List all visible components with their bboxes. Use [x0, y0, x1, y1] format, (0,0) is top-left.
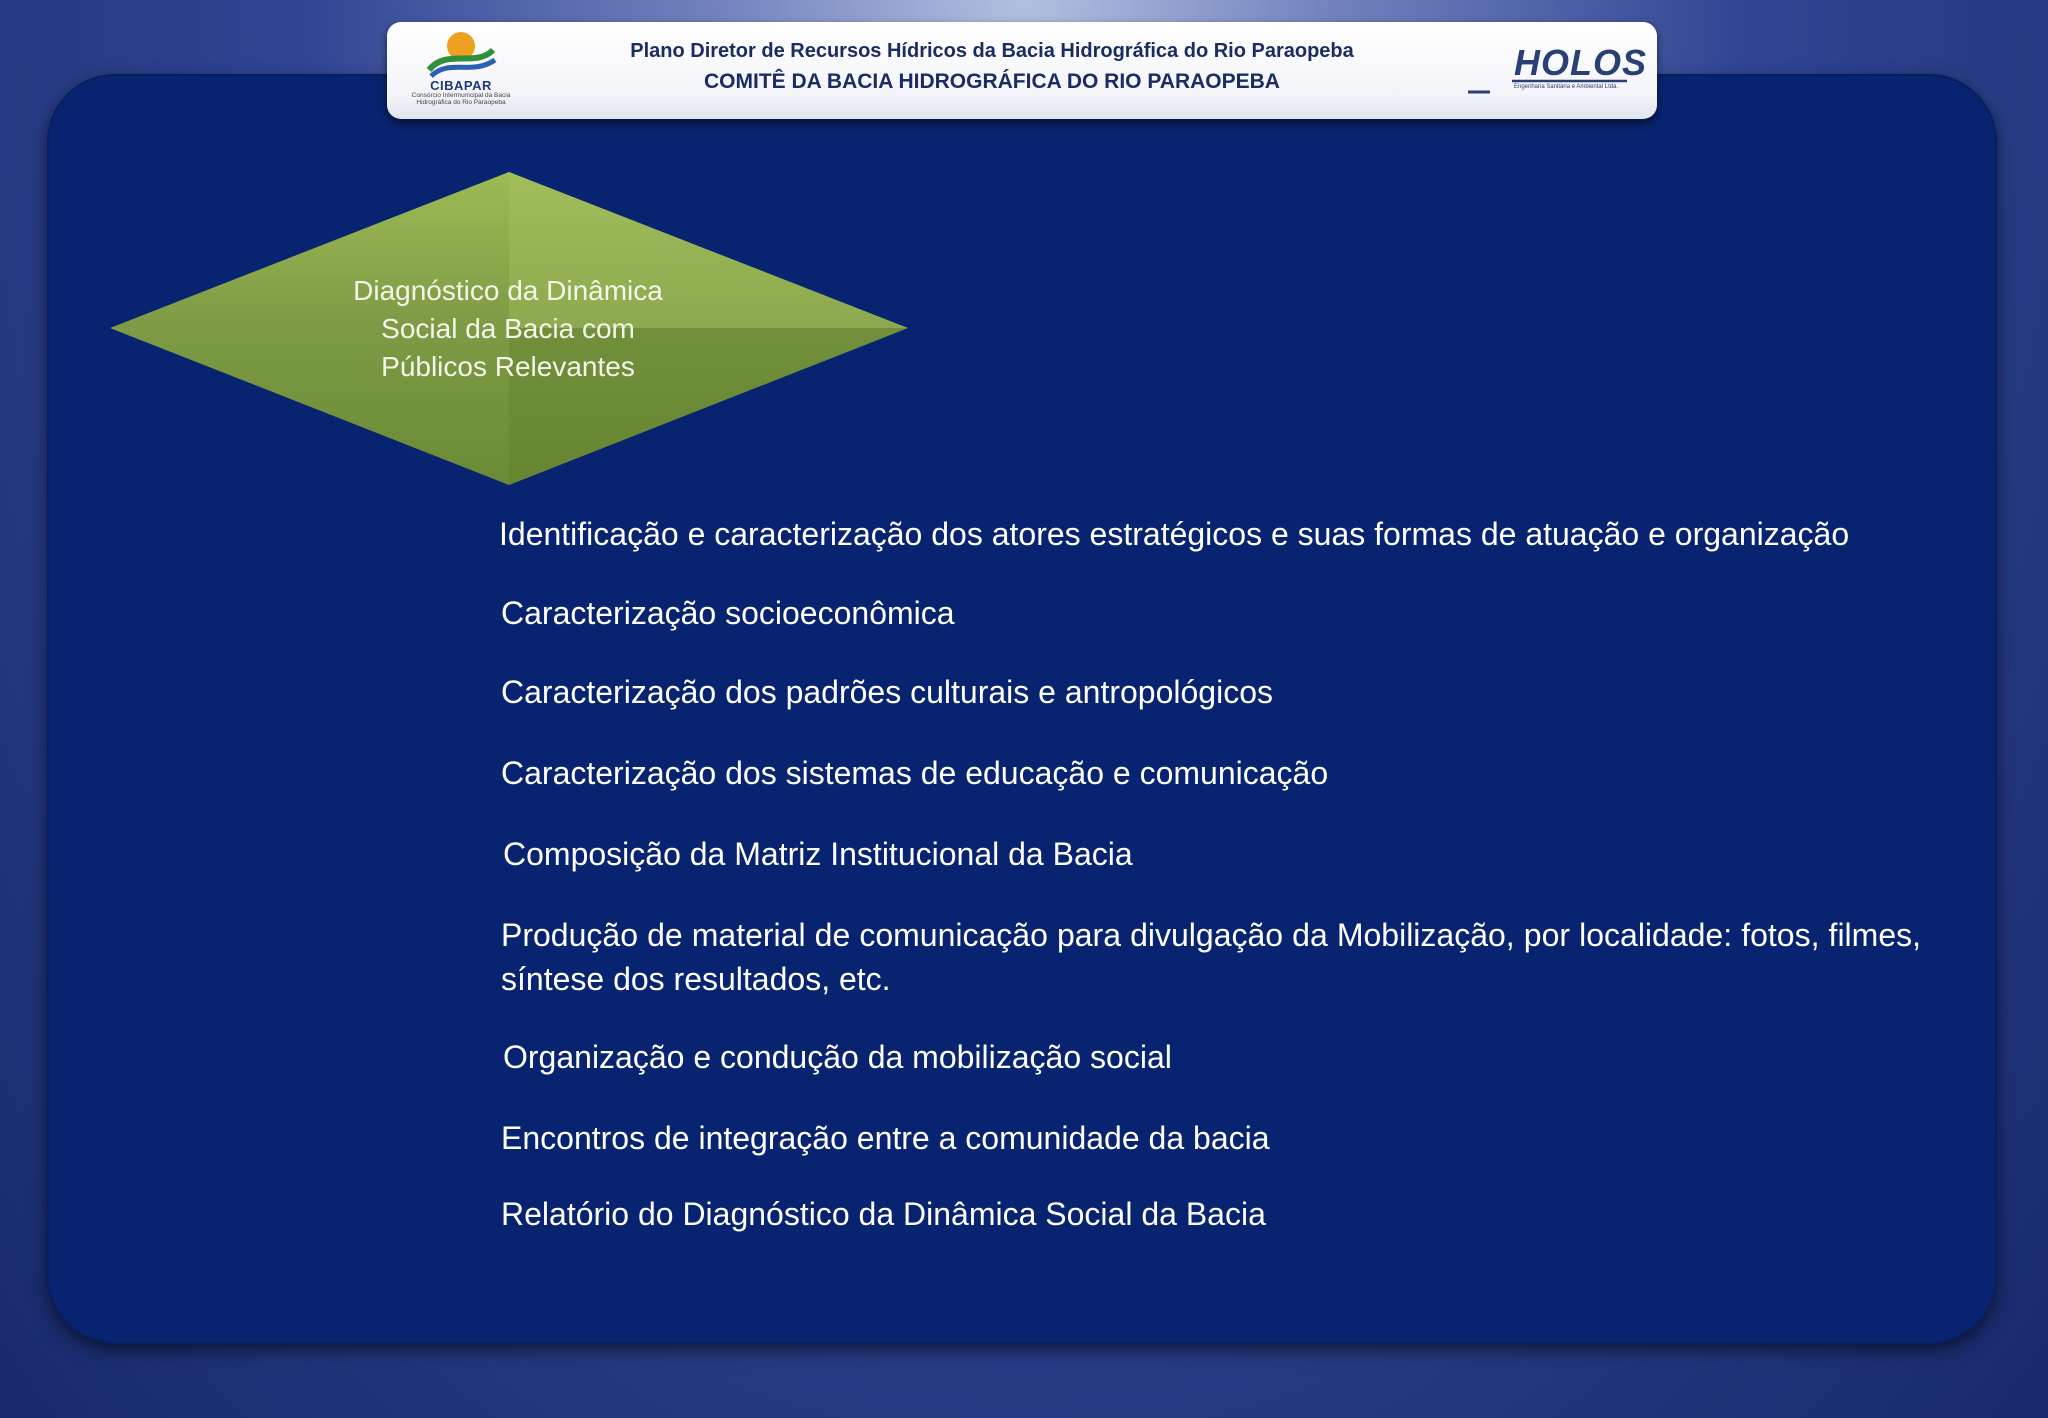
cibapar-brand: CIBAPAR — [430, 78, 492, 93]
list-item: Produção de material de comunicação para divulgação da Mobilização, por localidade: fotos, filmes, síntese dos resultados, etc. — [501, 917, 1921, 997]
cibapar-subtitle: Consórcio Intermunicipal da Bacia Hidrográfica do Rio Paraopeba — [411, 92, 511, 106]
list-item: Caracterização socioeconômica — [501, 595, 955, 631]
list-item: Organização e condução da mobilização social — [503, 1039, 1172, 1075]
holos-logo — [1462, 40, 1648, 100]
cibapar-logo — [411, 28, 511, 114]
cibapar-logo-icon — [411, 28, 511, 80]
list-item: Composição da Matriz Institucional da Bacia — [503, 836, 1133, 872]
holos-tagline: Engenharia Sanitária e Ambiental Ltda. — [1514, 84, 1619, 90]
holos-mark-icon — [1462, 40, 1522, 100]
header-title: Plano Diretor de Recursos Hídricos da Bacia Hidrográfica do Rio Paraopeba — [630, 40, 1354, 62]
holos-brand: HOLOS — [1514, 42, 1648, 83]
list-item: Caracterização dos sistemas de educação e comunicação — [501, 755, 1329, 791]
list-item: Encontros de integração entre a comunidade da bacia — [501, 1120, 1270, 1156]
list-item: Caracterização dos padrões culturais e antropológicos — [501, 674, 1273, 710]
header-banner — [387, 22, 1657, 119]
header-subtitle: COMITÊ DA BACIA HIDROGRÁFICA DO RIO PARAOPEBA — [704, 70, 1280, 93]
diamond-label — [300, 272, 716, 386]
list-item: Identificação e caracterização dos atores estratégicos e suas formas de atuação e organização — [499, 516, 1850, 552]
diamond-label-line: Públicos Relevantes — [381, 351, 635, 382]
diamond-label-line: Social da Bacia com — [381, 313, 635, 344]
diamond-label-line: Diagnóstico da Dinâmica — [353, 275, 663, 306]
list-item: Relatório do Diagnóstico da Dinâmica Social da Bacia — [501, 1196, 1266, 1232]
